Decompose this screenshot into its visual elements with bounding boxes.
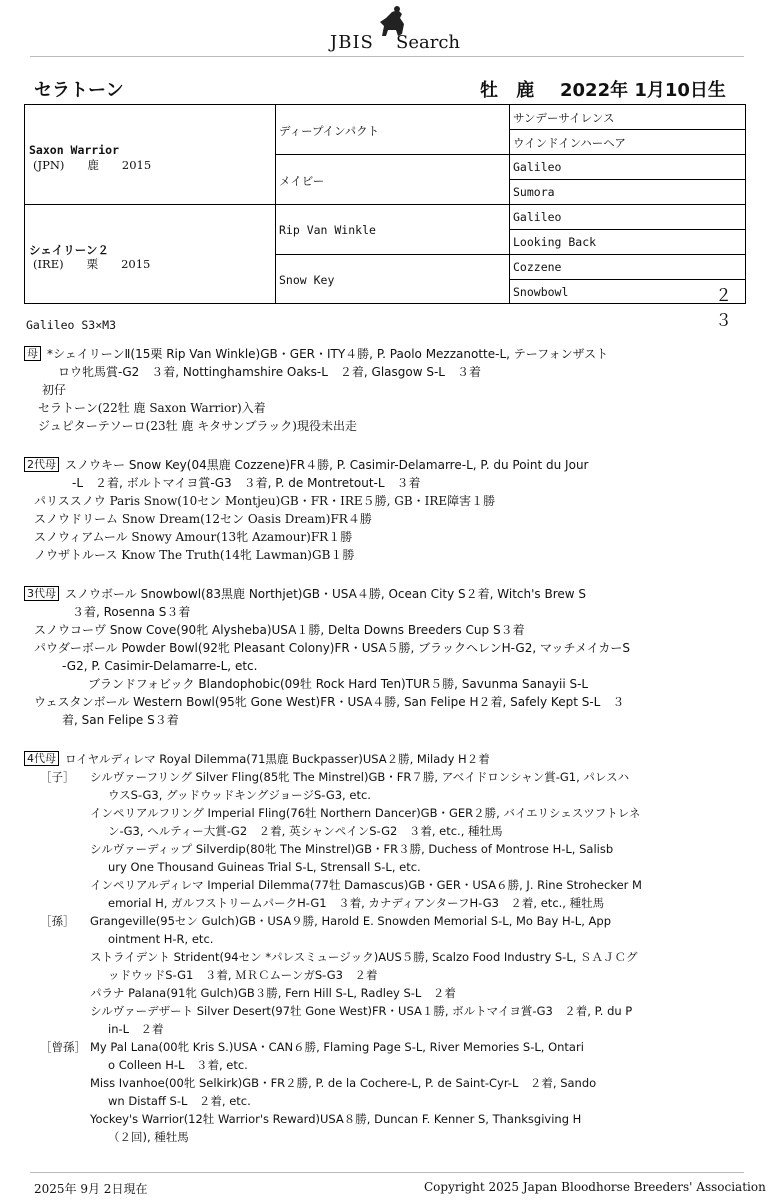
sire-name[interactable]: Saxon Warrior xyxy=(29,143,120,157)
gen3-line: -G2, P. Casimir-Delamarre-L, etc. xyxy=(62,659,258,673)
label-grandchildren: ［孫］ xyxy=(40,914,75,928)
dam-dam[interactable]: Snow Key xyxy=(279,273,335,287)
gen4-entry: ッドウッドS-G1 ３着, ＭＲＣムーンガS-G3 ２着 xyxy=(108,968,378,982)
gen4-entry[interactable]: Yockey's Warrior(12牡 Warrior's Reward)USA８勝, Duncan F. Kenner S, Thanksgiving H xyxy=(90,1112,582,1126)
third-dam-section xyxy=(24,585,630,729)
offspring-line[interactable]: セラトーン(22牡 鹿 Saxon Warrior)入着 xyxy=(38,401,266,415)
second-dam-section xyxy=(24,456,588,564)
gen4-entry[interactable]: インペリアルディレマ Imperial Dilemma(77牡 Damascus)GB・GER・USA６勝, J. Rine Strohecker M xyxy=(90,878,642,892)
dam-info: (IRE) 栗 2015 xyxy=(33,257,151,271)
dam-line: *シェイリーンⅡ(15栗 Rip Van Winkle)GB・GER・ITY４勝, P. Paolo Mezzanotte-L, テーフォンザスト xyxy=(47,347,609,361)
g3-3[interactable]: Galileo xyxy=(513,160,562,174)
family-number: ２３ xyxy=(715,286,734,331)
inbreeding-note: Galileo S3×M3 xyxy=(26,318,117,332)
dam-line: 初仔 xyxy=(42,383,67,397)
gen4-entry: ウスS-G3, グッドウッドキングジョージS-G3, etc. xyxy=(108,788,371,802)
gen4-entry: ン-G3, ヘルティー大賞-G2 ２着, 英シャンペインS-G2 ３着, etc., 種牡馬 xyxy=(108,824,503,838)
gen4-entry[interactable]: Miss Ivanhoe(00牝 Selkirk)GB・FR２勝, P. de la Cochere-L, P. de Saint-Cyr-L ２着, Sando xyxy=(90,1076,597,1090)
gen2-line: スノウキー Snow Key(04黒鹿 Cozzene)FR４勝, P. Casimir-Delamarre-L, P. du Point du Jour xyxy=(65,458,589,472)
dam-line: ロウ牝馬賞-G2 ３着, Nottinghamshire Oaks-L ２着, Glasgow S-L ３着 xyxy=(58,365,481,379)
gen4-entry[interactable]: シルヴァーフリング Silver Fling(85牝 The Minstrel)GB・FR７勝, アベイドロンシャン賞-G1, パレスハ xyxy=(90,770,630,784)
dam-name[interactable]: シェイリーン２ xyxy=(29,243,110,257)
footer-date: 2025年 9月 2日現在 xyxy=(34,1182,148,1196)
birth-date: 2022年 1月10日生 xyxy=(560,80,726,101)
g3-1[interactable]: サンデーサイレンス xyxy=(513,111,615,125)
gen4-entry: wn Distaff S-L ２着, etc. xyxy=(108,1094,251,1108)
offspring-line[interactable]: ジュピターテソーロ(23牡 鹿 キタサンブラック)現役未出走 xyxy=(38,419,357,433)
gen4-entry[interactable]: シルヴァーデザート Silver Desert(97牡 Gone West)FR・USA１勝, ボルトマイヨ賞-G3 ２着, P. du P xyxy=(90,1004,633,1018)
gen4-line: ロイヤルディレマ Royal Dilemma(71黒鹿 Buckpasser)USA２勝, Milady H２着 xyxy=(65,752,490,766)
gen4-entry: in-L ２着 xyxy=(108,1022,164,1036)
sire-sire[interactable]: ディープインパクト xyxy=(279,124,380,138)
gen3-tag: 3代母 xyxy=(24,586,59,601)
gen3-line: 着, San Felipe S３着 xyxy=(62,713,179,727)
gen2-offspring[interactable]: スノウィアムール Snowy Amour(13牝 Azamour)FR１勝 xyxy=(34,530,353,544)
dam-sire[interactable]: Rip Van Winkle xyxy=(279,223,376,237)
gen4-entry[interactable]: My Pal Lana(00牝 Kris S.)USA・CAN６勝, Flaming Page S-L, River Memories S-L, Ontari xyxy=(90,1040,584,1054)
gen2-line: -L ２着, ボルトマイヨ賞-G3 ３着, P. de Montretout-L ３着 xyxy=(72,476,421,490)
g3-7[interactable]: Cozzene xyxy=(513,260,562,274)
gen4-tag: 4代母 xyxy=(24,751,59,766)
gen2-tag: 2代母 xyxy=(24,457,59,472)
logo-jbis-text: JBIS xyxy=(330,32,374,53)
gen4-entry[interactable]: ストライデント Strident(94セン *パレスミュージック)AUS５勝, Scalzo Food Industry S-L, ＳＡＪＣグ xyxy=(90,950,638,964)
header-divider xyxy=(30,56,744,57)
gen3-grandoffspring[interactable]: ブランドフォビック Blandophobic(09牡 Rock Hard Ten)TUR５勝, Savunma Sanayii S-L xyxy=(88,677,589,691)
gen4-entry: ury One Thousand Guineas Trial S-L, Strensall S-L, etc. xyxy=(108,860,421,874)
horse-name: セラトーン xyxy=(34,80,124,101)
gen4-entry: （２回), 種牡馬 xyxy=(108,1130,189,1144)
g3-4[interactable]: Sumora xyxy=(513,185,555,199)
g3-5[interactable]: Galileo xyxy=(513,210,562,224)
gen2-offspring[interactable]: ノウザトルース Know The Truth(14牝 Lawman)GB１勝 xyxy=(34,548,355,562)
gen3-offspring[interactable]: スノウコーヴ Snow Cove(90牝 Alysheba)USA１勝, Delta Downs Breeders Cup S３着 xyxy=(34,623,525,637)
g3-2[interactable]: ウインドインハーヘア xyxy=(513,136,626,150)
fourth-dam-section xyxy=(24,750,642,1146)
dam-section xyxy=(24,345,608,435)
g3-8[interactable]: Snowbowl xyxy=(513,285,569,299)
footer-divider xyxy=(30,1172,744,1173)
gen4-entry[interactable]: Grangeville(95セン Gulch)GB・USA９勝, Harold E. Snowden Memorial S-L, Mo Bay H-L, App xyxy=(90,914,611,928)
g3-6[interactable]: Looking Back xyxy=(513,235,597,249)
gen2-offspring[interactable]: スノウドリーム Snow Dream(12セン Oasis Dream)FR４勝 xyxy=(34,512,372,526)
gen4-entry[interactable]: インペリアルフリング Imperial Fling(76牡 Northern Dancer)GB・GER２勝, バイエリシェスツフトレネ xyxy=(90,806,641,820)
dam-tag: 母 xyxy=(24,346,41,361)
gen3-offspring[interactable]: ウェスタンボール Western Bowl(95牝 Gone West)FR・USA４勝, San Felipe H２着, Safely Kept S-L ３ xyxy=(34,695,625,709)
gen4-entry: o Colleen H-L ３着, etc. xyxy=(108,1058,248,1072)
gen3-line: スノウボール Snowbowl(83黒鹿 Northjet)GB・USA４勝, Ocean City S２着, Witch's Brew S xyxy=(65,587,587,601)
label-great-grandchildren: ［曾孫］ xyxy=(40,1040,86,1054)
sire-info: (JPN) 鹿 2015 xyxy=(33,158,152,172)
sire-dam[interactable]: メイビー xyxy=(279,174,325,188)
footer-copyright: Copyright 2025 Japan Bloodhorse Breeders' Association xyxy=(424,1180,766,1194)
logo-search-text: Search xyxy=(396,32,460,53)
label-children: ［子］ xyxy=(40,770,75,784)
gen3-line: ３着, Rosenna S３着 xyxy=(72,605,191,619)
jbis-search-logo[interactable] xyxy=(300,6,480,54)
gen4-entry[interactable]: シルヴァーディップ Silverdip(80牝 The Minstrel)GB・FR３勝, Duchess of Montrose H-L, Salisb xyxy=(90,842,614,856)
sex-color: 牡 鹿 xyxy=(480,80,541,101)
gen4-entry: emorial H, ガルフストリームパークH-G1 ３着, カナディアンターフH-G3 ２着, etc., 種牡馬 xyxy=(108,896,605,910)
gen4-entry: ointment H-R, etc. xyxy=(108,932,214,946)
gen3-offspring[interactable]: パウダーボール Powder Bowl(92牝 Pleasant Colony)FR・USA５勝, ブラックヘレンH-G2, マッチメイカーS xyxy=(34,641,631,655)
gen4-entry[interactable]: パラナ Palana(91牝 Gulch)GB３勝, Fern Hill S-L, Radley S-L ２着 xyxy=(90,986,456,1000)
gen2-offspring[interactable]: パリススノウ Paris Snow(10セン Montjeu)GB・FR・IRE５勝, GB・IRE障害１勝 xyxy=(34,494,496,508)
